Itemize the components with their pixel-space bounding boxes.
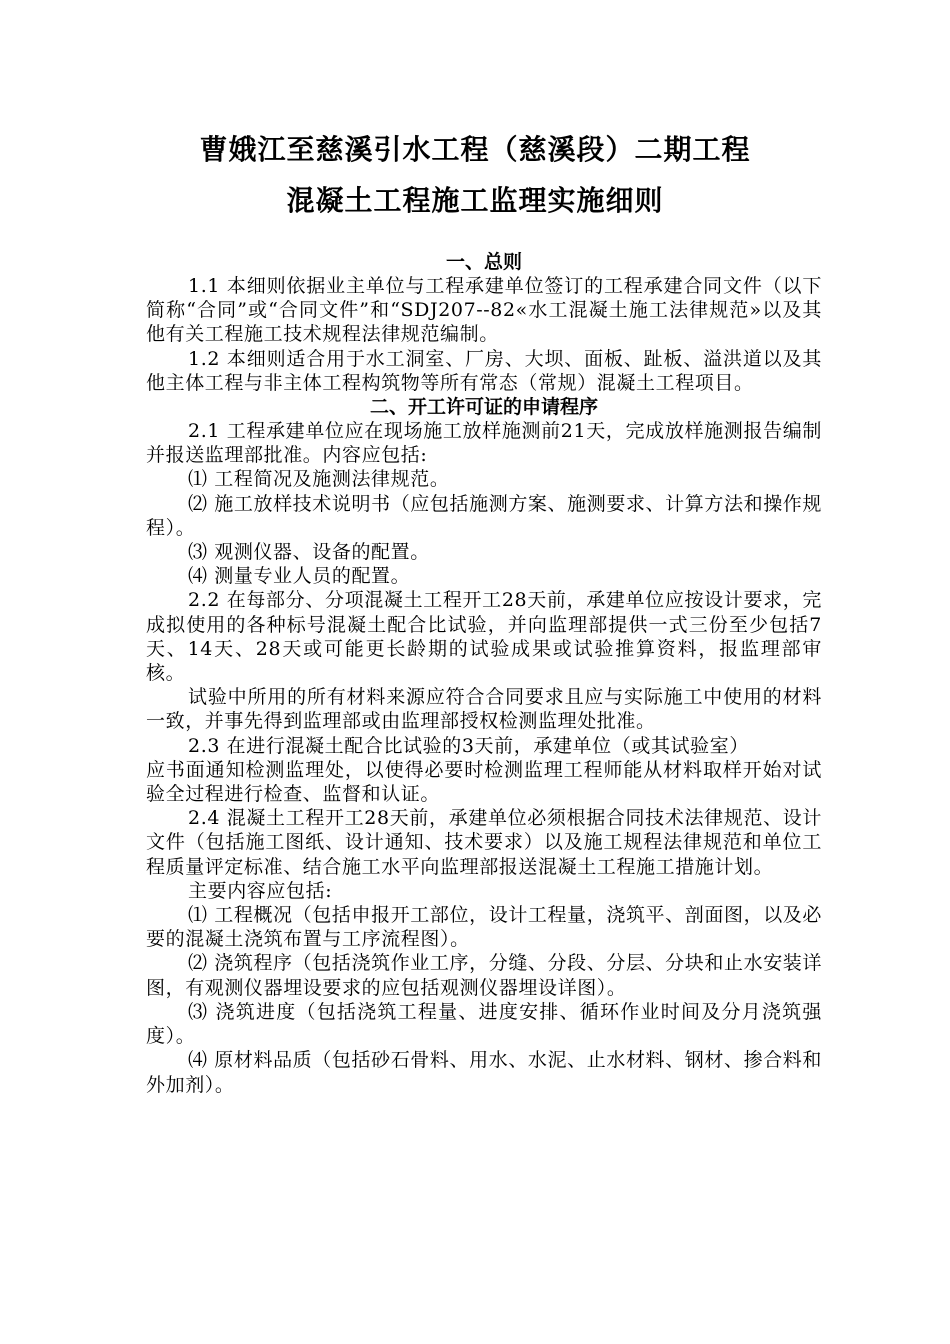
paragraph-2-3: 2.3 在进行混凝土配合比试验的3天前，承建单位（或其试验室）: [188, 734, 749, 757]
list-item: ⑶ 观测仪器、设备的配置。: [188, 541, 430, 564]
document-title-line1: 曹娥江至慈溪引水工程（慈溪段）二期工程: [199, 133, 751, 166]
list-item: ⑷ 原材料品质（包括砂石骨料、用水、水泥、止水材料、钢材、掺合料和外加剂）。: [146, 1049, 822, 1096]
list-item: ⑴ 工程概况（包括申报开工部位，设计工程量，浇筑平、剖面图，以及必要的混凝土浇筑布置与工序流程图）。: [146, 904, 822, 951]
paragraph-2-2-continued: 试验中所用的所有材料来源应符合合同要求且应与实际施工中使用的材料一致，并事先得到监理部或由监理部授权检测监理处批准。: [146, 686, 822, 733]
list-item: ⑶ 浇筑进度（包括浇筑工程量、进度安排、循环作业时间及分月浇筑强度）。: [146, 1000, 822, 1048]
paragraph-1-1: 1.1 本细则依据业主单位与工程承建单位签订的工程承建合同文件（以下简称“合同”或“合同文件”和“SDJ207--82«水工混凝土施工法律规范»以及其他有关工程施工技术规程法律规范编制。: [146, 275, 822, 346]
paragraph-2-4: 2.4 混凝土工程开工28天前，承建单位必须根据合同技术法律规范、设计文件（包括施工图纸、设计通知、技术要求）以及施工规程法律规范和单位工程质量评定标准、结合施工水平向监理部报送混凝土工程施工措施计划。: [146, 807, 822, 878]
document-title-line2: 混凝土工程施工监理实施细则: [286, 184, 664, 217]
paragraph-2-4-intro: 主要内容应包括:: [188, 879, 333, 902]
list-item: ⑵ 浇筑程序（包括浇筑作业工序，分缝、分段、分层、分块和止水安装详图，有观测仪器埋设要求的应包括观测仪器埋设详图）。: [146, 952, 822, 999]
section-heading-permit-procedure: 二、开工许可证的申请程序: [369, 396, 598, 419]
list-item: ⑵ 施工放样技术说明书（应包括施测方案、施测要求、计算方法和操作规程）。: [146, 492, 822, 539]
paragraph-2-1: 2.1 工程承建单位应在现场施工放样施测前21天，完成放样施测报告编制并报送监理部批准。内容应包括:: [146, 420, 822, 467]
paragraph-2-3-continued: 应书面通知检测监理处，以使得必要时检测监理工程师能从材料取样开始对试验全过程进行检查、监督和认证。: [146, 758, 822, 806]
document-body: [146, 250, 822, 1097]
section-heading-general: 一、总则: [445, 251, 522, 273]
list-item: ⑷ 测量专业人员的配置。: [188, 565, 411, 588]
paragraph-2-2: 2.2 在每部分、分项混凝土工程开工28天前，承建单位应按设计要求，完成拟使用的各种标号混凝土配合比试验，并向监理部提供一式三份至少包括7天、14天、28天或可能更长龄期的试验成果或试验推算资料，报监理部审核。: [146, 589, 822, 685]
list-item: ⑴ 工程简况及施测法律规范。: [188, 468, 450, 491]
paragraph-1-2: 1.2 本细则适合用于水工洞室、厂房、大坝、面板、趾板、溢洪道以及其他主体工程与非主体工程构筑物等所有常态（常规）混凝土工程项目。: [146, 347, 822, 394]
